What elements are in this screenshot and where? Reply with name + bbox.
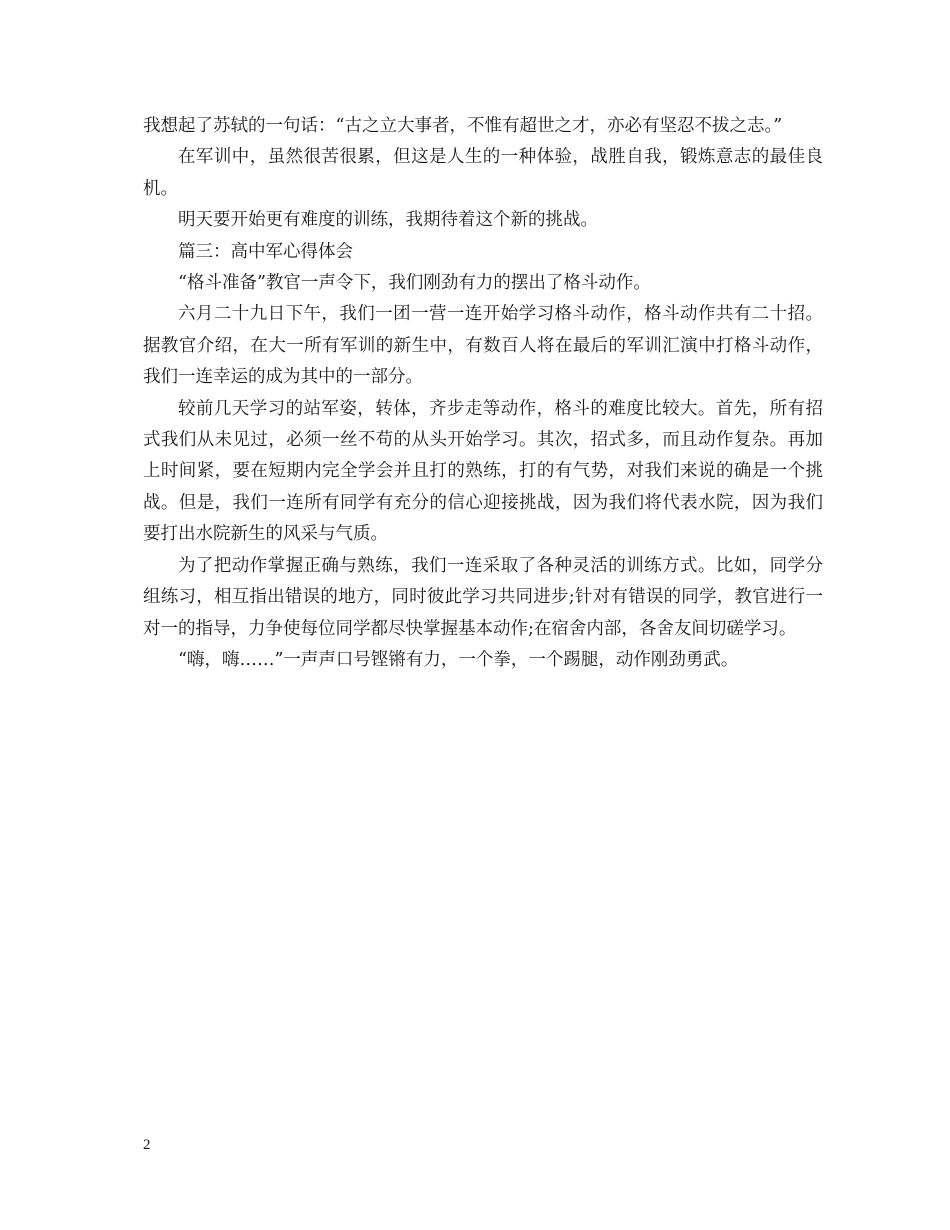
paragraph-tomorrow-challenge: 明天要开始更有难度的训练，我期待着这个新的挑战。 [178,210,598,231]
section-heading-part-three: 篇三：高中军心得体会 [178,241,353,262]
paragraph-slogans: “嗨，嗨……”一声声口号铿锵有力，一个拳，一个踢腿，动作刚劲勇武。 [178,649,739,670]
paragraph-fight-ready: “格斗准备”教官一声令下，我们刚劲有力的摆出了格斗动作。 [178,273,651,294]
paragraph-training-methods: 为了把动作掌握正确与熟练，我们一连采取了各种灵活的训练方式。比如，同学分组练习，相互指出错误的地方，同时彼此学习共同进步;针对有错误的同学，教官进行一对一的指导，力争使每位同学都尽快掌握基本动作;在宿舍内部，各舍友间切磋学习。 [143,555,823,639]
paragraph-military-training-experience: 在军训中，虽然很苦很累，但这是人生的一种体验，战胜自我，锻炼意志的最佳良机。 [143,147,823,199]
paragraph-june-29: 六月二十九日下午，我们一团一营一连开始学习格斗动作，格斗动作共有二十招。据教官介绍，在大一所有军训的新生中，有数百人将在最后的军训汇演中打格斗动作，我们一连幸运的成为其中的一部分。 [143,304,823,388]
paragraph-quote-sushi: 我想起了苏轼的一句话：“古之立大事者，不惟有超世之才，亦必有坚忍不拔之志。” [143,116,783,136]
document-body [143,111,823,676]
page-number: 2 [143,1137,151,1153]
paragraph-difficulty: 较前几天学习的站军姿，转体，齐步走等动作，格斗的难度比较大。首先，所有招式我们从未见过，必须一丝不苟的从头开始学习。其次，招式多，而且动作复杂。再加上时间紧，要在短期内完全学会并且打的熟练，打的有气势，对我们来说的确是一个挑战。但是，我们一连所有同学有充分的信心迎接挑战，因为我们将代表水院，因为我们要打出水院新生的风采与气质。 [143,398,823,545]
